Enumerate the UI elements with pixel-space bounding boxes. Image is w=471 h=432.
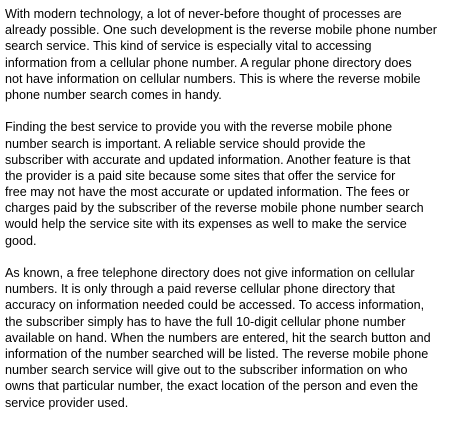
paragraph-line: phone number search comes in handy.: [5, 87, 222, 102]
paragraph-line: already possible. One such development is the reverse mobile phone number: [5, 23, 437, 38]
paragraph-line: free may not have the most accurate or updated information. The fees or: [5, 185, 410, 200]
paragraph-line: As known, a free telephone directory does not give information on cellular: [5, 266, 415, 280]
paragraph-line: subscriber with accurate and updated information. Another feature is that: [5, 152, 411, 167]
paragraph-line: number search service will give out to the subscriber information on who: [5, 363, 408, 378]
paragraph-line: service provider used.: [5, 395, 129, 410]
paragraph-line: the subscriber simply has to have the full 10-digit cellular phone number: [5, 314, 406, 329]
paragraph-line: not have information on cellular numbers. This is where the reverse mobile: [5, 71, 421, 86]
paragraph-line: charges paid by the subscriber of the reverse mobile phone number search: [5, 201, 424, 216]
paragraph-line: good.: [5, 233, 37, 248]
paragraph-line: numbers. It is only through a paid reverse cellular phone directory that: [5, 282, 395, 297]
paragraph-line: number search is important. A reliable service should provide the: [5, 136, 366, 151]
paragraph-line: owns that particular number, the exact location of the person and even the: [5, 379, 419, 394]
paragraph-3: [5, 265, 469, 411]
paragraph-line: With modern technology, a lot of never-before thought of processes are: [5, 7, 402, 21]
paragraph-spacer: [5, 103, 469, 119]
paragraph-line: Finding the best service to provide you with the reverse mobile phone: [5, 120, 393, 135]
paragraph-line: information of the number searched will be listed. The reverse mobile phone: [5, 346, 429, 361]
article-body: [5, 6, 469, 411]
paragraph-line: accuracy on information needed could be accessed. To access information,: [5, 298, 425, 313]
paragraph-line: the provider is a paid site because some sites that offer the service for: [5, 168, 396, 183]
paragraph-2: [5, 119, 469, 249]
paragraph-line: search service. This kind of service is especially vital to accessing: [5, 39, 372, 54]
paragraph-line: information from a cellular phone number. A regular phone directory does: [5, 55, 412, 70]
paragraph-1: [5, 6, 469, 103]
paragraph-line: available on hand. When the numbers are entered, hit the search button and: [5, 330, 431, 345]
paragraph-spacer: [5, 249, 469, 265]
paragraph-line: would help the service site with its expenses as well to make the service: [5, 217, 407, 232]
